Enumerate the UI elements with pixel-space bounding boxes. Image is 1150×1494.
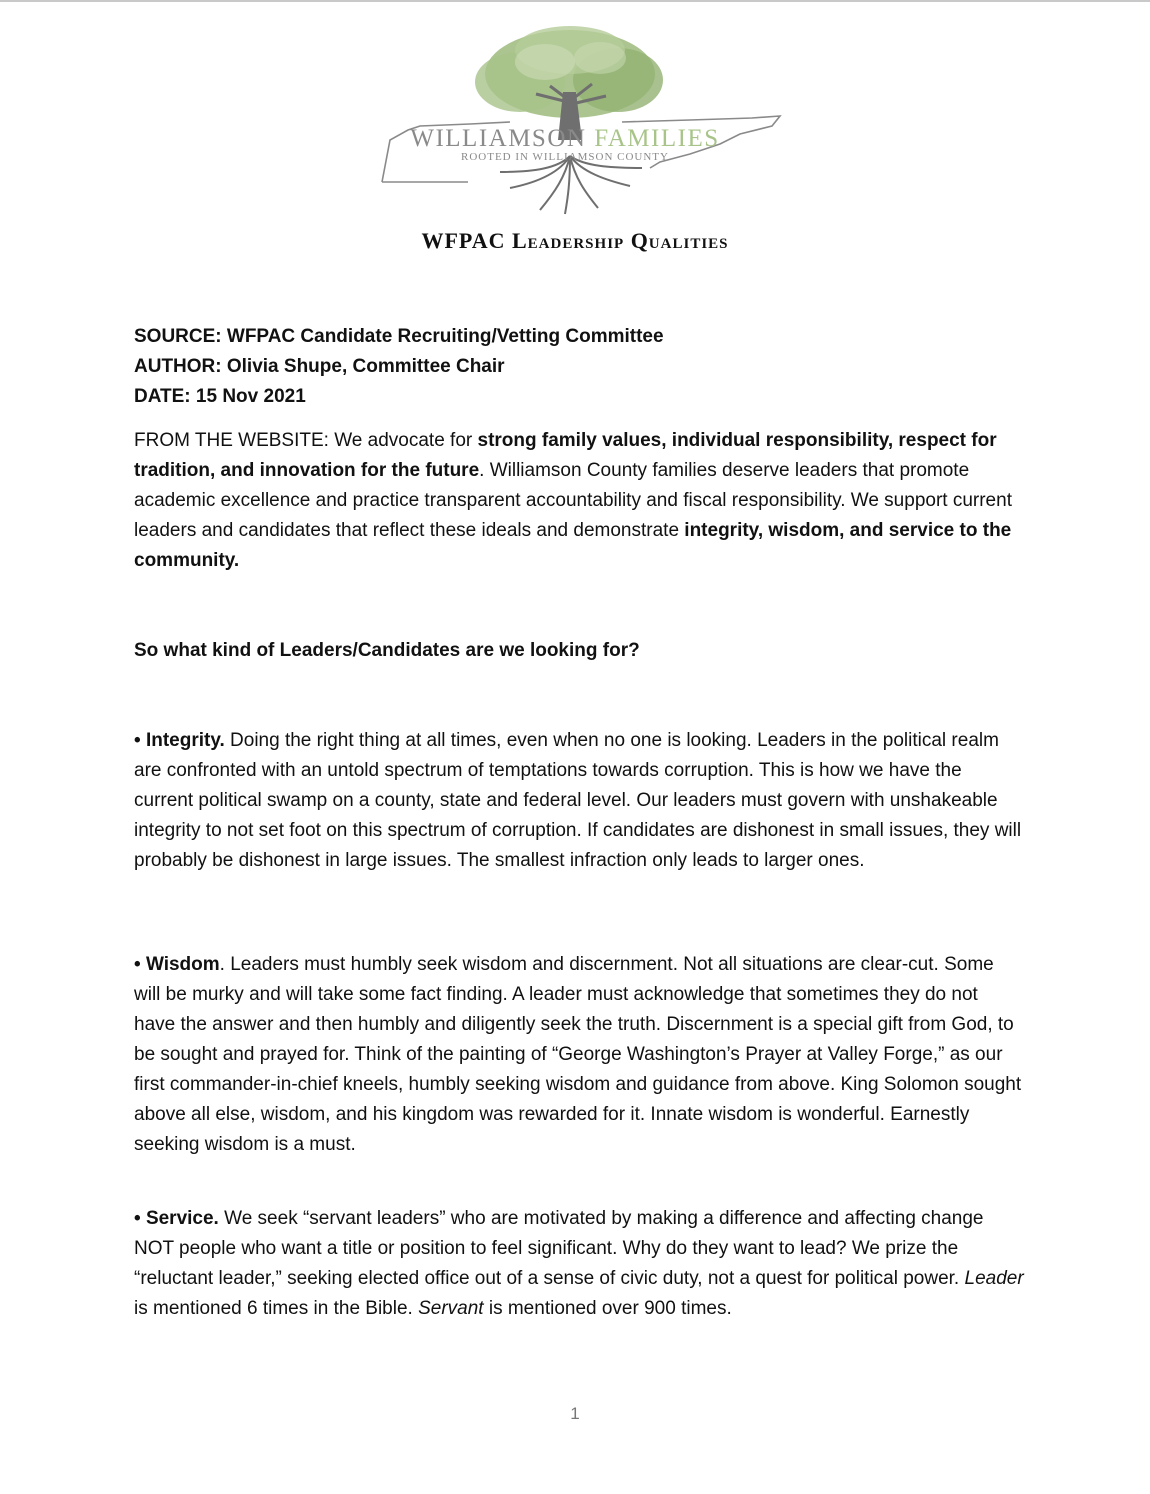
bullet-icon: • — [134, 730, 146, 751]
service-heading: Service. — [145, 1208, 219, 1229]
service-text-2: is mentioned 6 times in the Bible. — [134, 1298, 419, 1319]
tree-logo-graphic — [360, 22, 790, 218]
website-paragraph — [134, 426, 1024, 576]
bullet-icon: • — [134, 954, 146, 975]
bullet-icon: • — [134, 1208, 146, 1229]
website-qualities-bold: integrity, wisdom, and service to the community. — [134, 520, 1012, 571]
meta-date: DATE: 15 Nov 2021 — [134, 386, 306, 407]
page-top-border — [0, 0, 1150, 2]
page-number: 1 — [570, 1404, 580, 1423]
logo-tagline: ROOTED IN WILLIAMSON COUNTY — [461, 151, 669, 163]
service-paragraph — [134, 1204, 1024, 1324]
wisdom-text: . Leaders must humbly seek wisdom and discernment. Not all situations are clear-cut. Some will be murky and will take some fact finding. A leader must acknowledge that sometimes they do not have the answer and then humbly and diligently seek the truth. Discernment is a special gift from God, to be sought and prayed for. Think of the painting of “George Washington’s Prayer at Valley Forge,” as our first commander-in-chief kneels, humbly seeking wisdom and guidance from above. King Solomon sought above all else, wisdom, and his kingdom was rewarded for it. Innate wisdom is wonderful. Earnestly seeking wisdom is a must. — [134, 954, 1022, 1155]
integrity-paragraph — [134, 726, 1024, 876]
section-question: So what kind of Leaders/Candidates are we looking for? — [134, 640, 640, 661]
wisdom-heading: Wisdom — [145, 954, 220, 975]
tree-roots — [500, 156, 642, 214]
document-title: WFPAC Leadership Qualities — [421, 228, 729, 253]
service-text-3: is mentioned over 900 times. — [483, 1298, 732, 1319]
integrity-text: Doing the right thing at all times, even when no one is looking. Leaders in the political realm are confronted with an untold spectrum of temptations towards corruption. This is how we have the current political swamp on a county, state and federal level. Our leaders must govern with unshakeable integrity to not set foot on this spectrum of corruption. If candidates are dishonest in small issues, they will probably be dishonest in large issues. The smallest infraction only leads to larger ones. — [134, 730, 1022, 871]
service-italic-servant: Servant — [418, 1298, 484, 1319]
website-values-bold: strong family values, individual responsibility, respect for tradition, and innovation for the future — [134, 430, 997, 481]
service-text-1: We seek “servant leaders” who are motivated by making a difference and affecting change NOT people who want a title or position to feel significant. Why do they want to lead? We prize the “reluctant leader,” seeking elected office out of a sense of civic duty, not a quest for political power. — [134, 1208, 984, 1289]
website-prefix: FROM THE WEBSITE: We advocate for — [134, 430, 478, 451]
logo-name: WILLIAMSON FAMILIES — [410, 125, 720, 152]
meta-source: SOURCE: WFPAC Candidate Recruiting/Vetting Committee — [134, 326, 664, 347]
service-italic-leader: Leader — [964, 1268, 1024, 1289]
integrity-heading: Integrity. — [145, 730, 225, 751]
meta-author: AUTHOR: Olivia Shupe, Committee Chair — [134, 356, 505, 377]
website-middle: . Williamson County families deserve leaders that promote academic excellence and practice transparent accountability and fiscal responsibility. We support current leaders and candidates that reflect these ideals and demonstrate — [134, 460, 1012, 541]
williamson-families-logo — [360, 22, 790, 218]
document-meta — [134, 322, 1024, 412]
wisdom-paragraph — [134, 950, 1024, 1160]
